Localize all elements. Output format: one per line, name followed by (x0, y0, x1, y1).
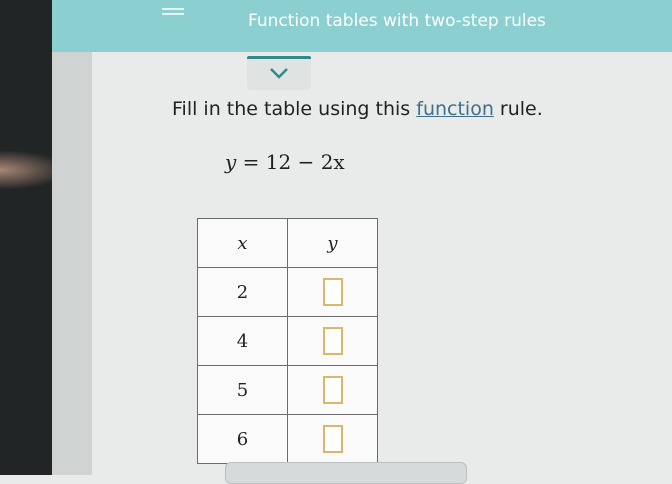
question-suffix: rule. (493, 98, 543, 120)
table-header-row (198, 219, 378, 268)
screen-edge (52, 0, 92, 475)
topic-title: Function tables with two-step rules (248, 11, 546, 31)
y-cell (288, 317, 378, 366)
table-row (198, 366, 378, 415)
question-prefix: Fill in the table using this (172, 98, 417, 120)
y-answer-input[interactable] (323, 327, 343, 355)
y-cell (288, 268, 378, 317)
top-header (52, 0, 672, 52)
y-answer-input[interactable] (323, 278, 343, 306)
y-cell (288, 366, 378, 415)
table-row (198, 268, 378, 317)
table-row (198, 317, 378, 366)
function-table (197, 218, 378, 464)
collapse-button[interactable] (247, 56, 311, 90)
function-rule (225, 150, 345, 174)
equation-lhs: y (225, 150, 237, 174)
equation-rhs: = 12 − 2x (242, 150, 345, 174)
table-row (198, 415, 378, 464)
x-value: 2 (198, 268, 288, 317)
header-y: y (288, 219, 378, 268)
y-answer-input[interactable] (323, 376, 343, 404)
question-text (172, 98, 543, 120)
x-value: 5 (198, 366, 288, 415)
monitor-bezel (0, 0, 52, 475)
y-cell (288, 415, 378, 464)
bottom-button[interactable] (225, 462, 467, 484)
chevron-down-icon (269, 66, 289, 80)
x-value: 6 (198, 415, 288, 464)
menu-icon[interactable] (162, 8, 184, 22)
y-answer-input[interactable] (323, 425, 343, 453)
header-x: x (198, 219, 288, 268)
x-value: 4 (198, 317, 288, 366)
function-link[interactable]: function (416, 98, 494, 120)
